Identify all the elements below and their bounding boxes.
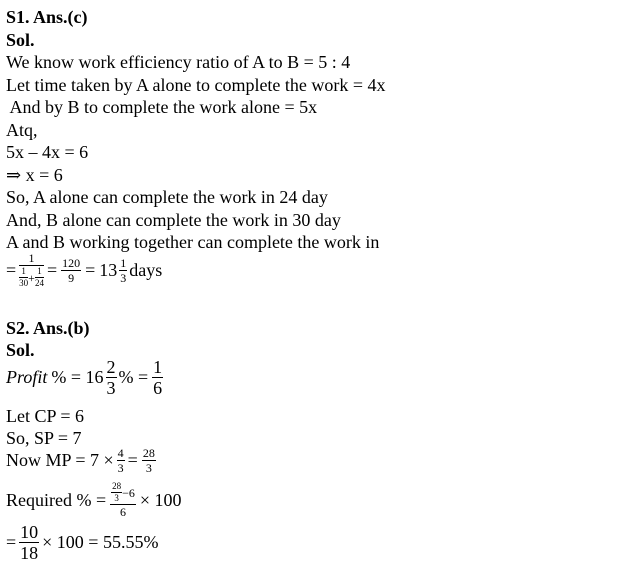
s2-fraction-1-6: $\frac{1}{6}$ bbox=[153, 357, 163, 398]
mixed-whole: 13 bbox=[99, 259, 118, 280]
equals-sign: = bbox=[46, 259, 58, 280]
s1-line-5: 5x – 4x = 6 bbox=[6, 142, 89, 162]
s1-line-6: ⇒ x = 6 bbox=[6, 165, 63, 185]
s1-line-1: We know work efficiency ratio of A to B = 5 : 4 bbox=[6, 52, 351, 72]
s2-required-fraction: $\frac{28}{3}$ −6 6 bbox=[112, 481, 135, 519]
s1-sol-label: Sol. bbox=[6, 30, 35, 50]
s2-heading: S2. Ans.(b) bbox=[6, 318, 90, 338]
s2-mp-equation: Now MP = 7 × $\frac{4}{3}$ = $\frac{28}{3}$ bbox=[6, 446, 155, 475]
s2-fraction-28-3: $\frac{28}{3}$ bbox=[142, 446, 155, 475]
s1-final-equation bbox=[6, 252, 162, 288]
s2-sp-line: So, SP = 7 bbox=[6, 428, 82, 448]
s1-line-2: Let time taken by A alone to complete the work = 4x bbox=[6, 75, 386, 95]
s1-line-7: So, A alone can complete the work in 24 day bbox=[6, 187, 328, 207]
s1-line-8: And, B alone can complete the work in 30 day bbox=[6, 210, 341, 230]
profit-label: Profit bbox=[6, 367, 48, 387]
s2-sol-label: Sol. bbox=[6, 340, 35, 360]
s2-fraction-2-3: $\frac{2}{3}$ bbox=[106, 357, 116, 398]
s2-fraction-4-3: $\frac{4}{3}$ bbox=[117, 446, 124, 475]
s1-line-9: A and B working together can complete the work in bbox=[6, 232, 380, 252]
s2-profit-equation: Profit % = 16 $\frac{2}{3}$ % = $\frac{1}{6}$ bbox=[6, 357, 163, 398]
s1-mixed-fraction: $\frac{1}{3}$ bbox=[120, 255, 127, 285]
s1-line-3: And by B to complete the work alone = 5x bbox=[6, 97, 318, 117]
s2-cp-line: Let CP = 6 bbox=[6, 406, 84, 426]
s2-fraction-10-18: $\frac{10}{18}$ bbox=[20, 522, 39, 563]
s1-complex-fraction: 1 $\frac{1}{30}$ + $\frac{1}{24}$ bbox=[19, 251, 44, 288]
s1-line-4: Atq, bbox=[6, 120, 38, 140]
s1-heading: S1. Ans.(c) bbox=[6, 7, 88, 27]
equals-sign: = bbox=[6, 259, 17, 280]
unit-days: days bbox=[129, 259, 163, 280]
s1-fraction-120-9: $\frac{120}{9}$ bbox=[62, 255, 81, 285]
s2-required-equation: Required % = $\frac{28}{3}$ −6 6 × 100 bbox=[6, 481, 182, 519]
s2-result-equation: = $\frac{10}{18}$ × 100 = 55.55% bbox=[6, 522, 159, 563]
equals-sign: = bbox=[85, 259, 96, 280]
